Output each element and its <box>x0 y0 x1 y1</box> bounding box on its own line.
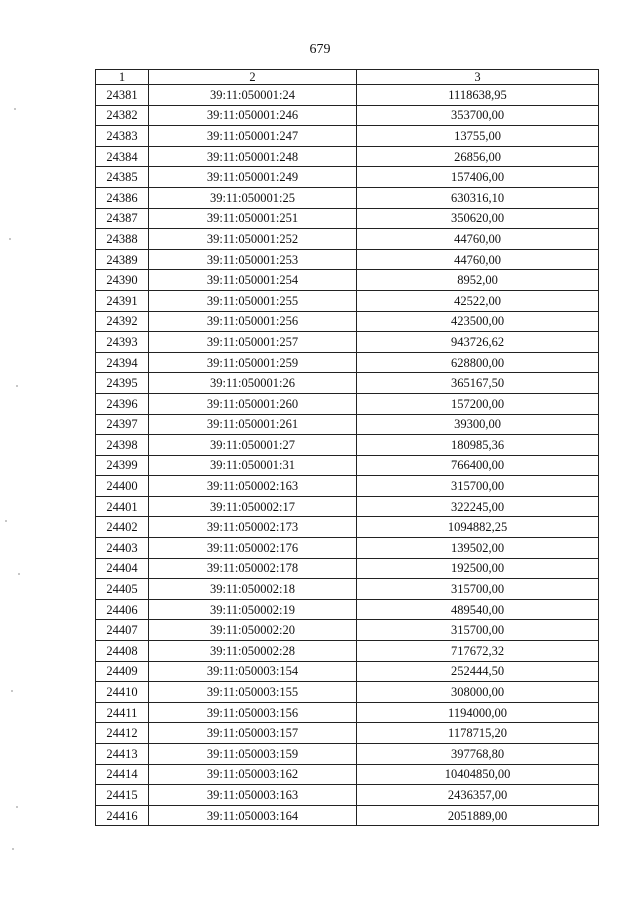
table-row <box>96 332 599 353</box>
table-row <box>96 435 599 456</box>
value-cell: 630316,10 <box>357 187 599 208</box>
value-cell: 489540,00 <box>357 599 599 620</box>
row-number-cell: 24414 <box>96 764 149 785</box>
table-row <box>96 682 599 703</box>
page-number: 679 <box>309 42 331 57</box>
value-cell: 315700,00 <box>357 620 599 641</box>
row-number-cell: 24398 <box>96 435 149 456</box>
row-number-cell: 24406 <box>96 599 149 620</box>
row-number-cell: 24400 <box>96 476 149 497</box>
value-cell: 1118638,95 <box>357 85 599 106</box>
value-cell: 350620,00 <box>357 208 599 229</box>
row-number-cell: 24409 <box>96 661 149 682</box>
table-row <box>96 558 599 579</box>
table-row <box>96 805 599 826</box>
row-number-cell: 24394 <box>96 352 149 373</box>
value-cell: 423500,00 <box>357 311 599 332</box>
value-cell: 315700,00 <box>357 579 599 600</box>
table-row <box>96 538 599 559</box>
table-row <box>96 599 599 620</box>
cadastral-number-cell: 39:11:050003:154 <box>149 661 357 682</box>
cadastral-number-cell: 39:11:050002:178 <box>149 558 357 579</box>
row-number-cell: 24413 <box>96 744 149 765</box>
table-row <box>96 723 599 744</box>
column-header-3: 3 <box>357 70 599 85</box>
row-number-cell: 24408 <box>96 641 149 662</box>
table-row <box>96 393 599 414</box>
table-row <box>96 311 599 332</box>
row-number-cell: 24410 <box>96 682 149 703</box>
table-row <box>96 476 599 497</box>
cadastral-number-cell: 39:11:050001:249 <box>149 167 357 188</box>
table-row <box>96 126 599 147</box>
value-cell: 1178715,20 <box>357 723 599 744</box>
cadastral-number-cell: 39:11:050002:20 <box>149 620 357 641</box>
table-row <box>96 764 599 785</box>
value-cell: 1094882,25 <box>357 517 599 538</box>
row-number-cell: 24393 <box>96 332 149 353</box>
row-number-cell: 24404 <box>96 558 149 579</box>
cadastral-number-cell: 39:11:050001:25 <box>149 187 357 208</box>
table-row <box>96 229 599 250</box>
value-cell: 353700,00 <box>357 105 599 126</box>
table-row <box>96 167 599 188</box>
row-number-cell: 24385 <box>96 167 149 188</box>
cadastral-number-cell: 39:11:050001:252 <box>149 229 357 250</box>
table-row <box>96 785 599 806</box>
table-row <box>96 249 599 270</box>
table-row <box>96 517 599 538</box>
cadastral-number-cell: 39:11:050001:259 <box>149 352 357 373</box>
cadastral-number-cell: 39:11:050001:255 <box>149 290 357 311</box>
cadastral-number-cell: 39:11:050003:157 <box>149 723 357 744</box>
table-row <box>96 270 599 291</box>
table-body <box>96 85 599 826</box>
cadastral-number-cell: 39:11:050001:26 <box>149 373 357 394</box>
table-row <box>96 208 599 229</box>
cadastral-number-cell: 39:11:050001:254 <box>149 270 357 291</box>
cadastral-number-cell: 39:11:050001:31 <box>149 455 357 476</box>
column-header-1: 1 <box>96 70 149 85</box>
row-number-cell: 24389 <box>96 249 149 270</box>
table-row <box>96 187 599 208</box>
cadastral-number-cell: 39:11:050002:163 <box>149 476 357 497</box>
row-number-cell: 24397 <box>96 414 149 435</box>
row-number-cell: 24407 <box>96 620 149 641</box>
value-cell: 157406,00 <box>357 167 599 188</box>
table-row <box>96 290 599 311</box>
value-cell: 39300,00 <box>357 414 599 435</box>
row-number-cell: 24384 <box>96 146 149 167</box>
row-number-cell: 24388 <box>96 229 149 250</box>
cadastral-number-cell: 39:11:050001:261 <box>149 414 357 435</box>
table-row <box>96 85 599 106</box>
row-number-cell: 24401 <box>96 496 149 517</box>
row-number-cell: 24416 <box>96 805 149 826</box>
table-row <box>96 496 599 517</box>
value-cell: 943726,62 <box>357 332 599 353</box>
table-row <box>96 146 599 167</box>
row-number-cell: 24395 <box>96 373 149 394</box>
row-number-cell: 24387 <box>96 208 149 229</box>
cadastral-number-cell: 39:11:050001:24 <box>149 85 357 106</box>
value-cell: 2051889,00 <box>357 805 599 826</box>
value-cell: 139502,00 <box>357 538 599 559</box>
row-number-cell: 24412 <box>96 723 149 744</box>
value-cell: 44760,00 <box>357 229 599 250</box>
table-row <box>96 641 599 662</box>
table-header-row <box>96 70 599 85</box>
value-cell: 717672,32 <box>357 641 599 662</box>
table-row <box>96 414 599 435</box>
value-cell: 157200,00 <box>357 393 599 414</box>
table-row <box>96 744 599 765</box>
value-cell: 252444,50 <box>357 661 599 682</box>
table-row <box>96 661 599 682</box>
cadastral-number-cell: 39:11:050001:27 <box>149 435 357 456</box>
table-row <box>96 373 599 394</box>
row-number-cell: 24383 <box>96 126 149 147</box>
table-row <box>96 352 599 373</box>
value-cell: 397768,80 <box>357 744 599 765</box>
value-cell: 26856,00 <box>357 146 599 167</box>
row-number-cell: 24402 <box>96 517 149 538</box>
row-number-cell: 24390 <box>96 270 149 291</box>
row-number-cell: 24386 <box>96 187 149 208</box>
value-cell: 10404850,00 <box>357 764 599 785</box>
value-cell: 192500,00 <box>357 558 599 579</box>
cadastral-number-cell: 39:11:050003:156 <box>149 702 357 723</box>
cadastral-number-cell: 39:11:050001:257 <box>149 332 357 353</box>
cadastral-number-cell: 39:11:050003:159 <box>149 744 357 765</box>
value-cell: 1194000,00 <box>357 702 599 723</box>
value-cell: 628800,00 <box>357 352 599 373</box>
value-cell: 322245,00 <box>357 496 599 517</box>
cadastral-number-cell: 39:11:050003:163 <box>149 785 357 806</box>
row-number-cell: 24415 <box>96 785 149 806</box>
cadastral-number-cell: 39:11:050002:18 <box>149 579 357 600</box>
row-number-cell: 24392 <box>96 311 149 332</box>
cadastral-number-cell: 39:11:050003:164 <box>149 805 357 826</box>
cadastral-number-cell: 39:11:050001:247 <box>149 126 357 147</box>
row-number-cell: 24381 <box>96 85 149 106</box>
value-cell: 2436357,00 <box>357 785 599 806</box>
value-cell: 315700,00 <box>357 476 599 497</box>
value-cell: 766400,00 <box>357 455 599 476</box>
row-number-cell: 24405 <box>96 579 149 600</box>
row-number-cell: 24411 <box>96 702 149 723</box>
table-row <box>96 579 599 600</box>
value-cell: 8952,00 <box>357 270 599 291</box>
value-cell: 13755,00 <box>357 126 599 147</box>
table-row <box>96 702 599 723</box>
table-row <box>96 455 599 476</box>
cadastral-number-cell: 39:11:050002:19 <box>149 599 357 620</box>
registry-table <box>95 69 599 826</box>
cadastral-number-cell: 39:11:050002:17 <box>149 496 357 517</box>
cadastral-number-cell: 39:11:050002:176 <box>149 538 357 559</box>
column-header-2: 2 <box>149 70 357 85</box>
cadastral-number-cell: 39:11:050001:253 <box>149 249 357 270</box>
cadastral-number-cell: 39:11:050001:248 <box>149 146 357 167</box>
row-number-cell: 24396 <box>96 393 149 414</box>
value-cell: 365167,50 <box>357 373 599 394</box>
cadastral-number-cell: 39:11:050003:155 <box>149 682 357 703</box>
value-cell: 180985,36 <box>357 435 599 456</box>
table-row <box>96 105 599 126</box>
value-cell: 44760,00 <box>357 249 599 270</box>
cadastral-number-cell: 39:11:050001:246 <box>149 105 357 126</box>
cadastral-number-cell: 39:11:050001:256 <box>149 311 357 332</box>
cadastral-number-cell: 39:11:050003:162 <box>149 764 357 785</box>
value-cell: 308000,00 <box>357 682 599 703</box>
row-number-cell: 24403 <box>96 538 149 559</box>
value-cell: 42522,00 <box>357 290 599 311</box>
cadastral-number-cell: 39:11:050001:251 <box>149 208 357 229</box>
cadastral-number-cell: 39:11:050002:173 <box>149 517 357 538</box>
cadastral-number-cell: 39:11:050002:28 <box>149 641 357 662</box>
row-number-cell: 24382 <box>96 105 149 126</box>
table-row <box>96 620 599 641</box>
row-number-cell: 24391 <box>96 290 149 311</box>
row-number-cell: 24399 <box>96 455 149 476</box>
cadastral-number-cell: 39:11:050001:260 <box>149 393 357 414</box>
